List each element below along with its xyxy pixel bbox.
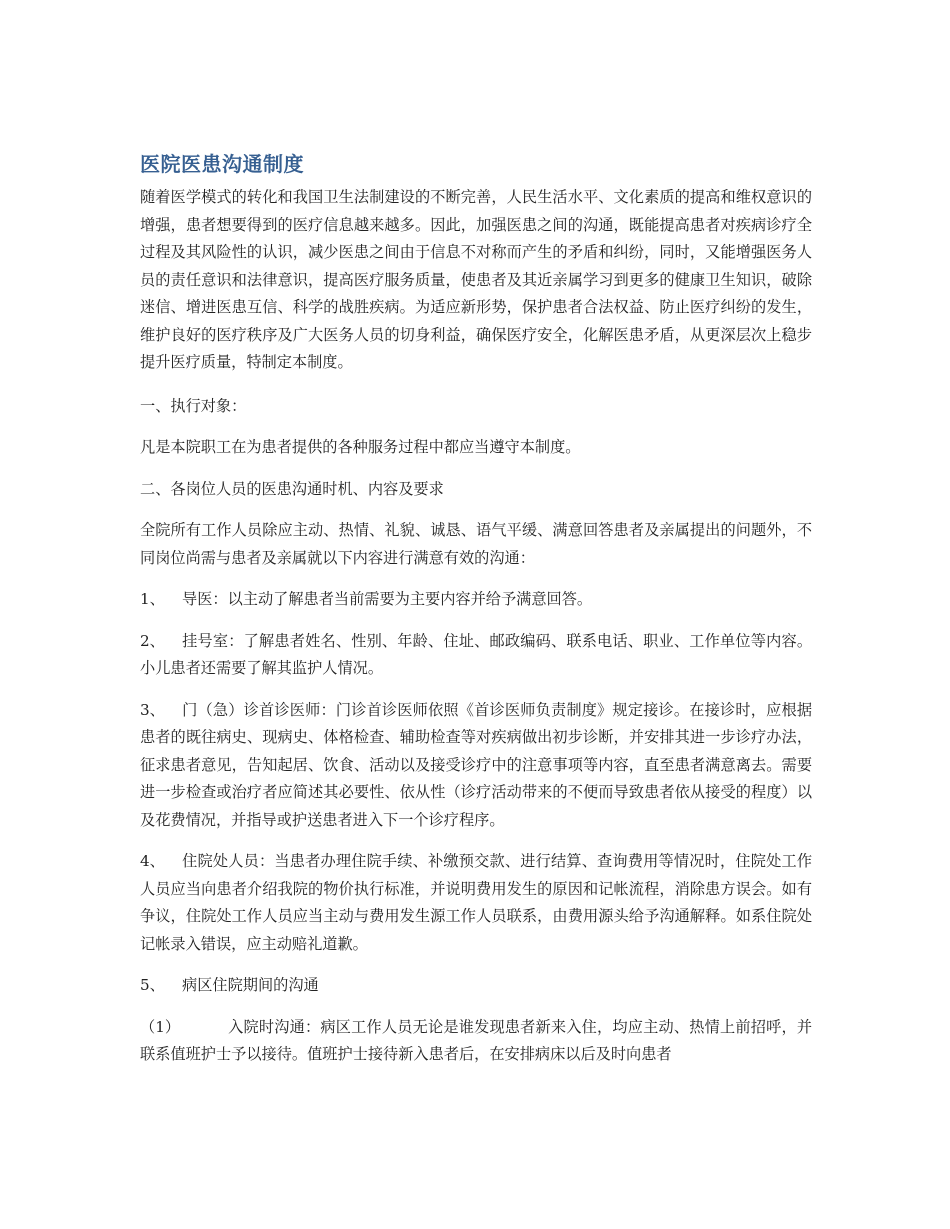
section2-text: 全院所有工作人员除应主动、热情、礼貌、诚恳、语气平缓、满意回答患者及亲属提出的问题外，不同岗位尚需与患者及亲属就以下内容进行满意有效的沟通： [140, 521, 812, 567]
list-item-number: 2、 [140, 631, 165, 650]
list-item-text: 住院处人员：当患者办理住院手续、补缴预交款、进行结算、查询费用等情况时，住院处工作人员应当向患者介绍我院的物价执行标准，并说明费用发生的原因和记帐流程，消除患方误会。如有争议，住院处工作人员应当主动与费用发生源工作人员联系，由费用源头给予沟通解释。如系住院处记帐录入错误，应主动赔礼道歉。 [140, 852, 812, 953]
sub-item-number: （1） [140, 1017, 181, 1036]
list-item-number: 1、 [140, 590, 165, 608]
section2-heading: 二、各岗位人员的医患沟通时机、内容及要求 [140, 479, 444, 498]
list-item-text: 挂号室：了解患者姓名、性别、年龄、住址、邮政编码、联系电话、职业、工作单位等内容。小儿患者还需要了解其监护人情况。 [140, 631, 812, 677]
list-item-text: 病区住院期间的沟通 [182, 976, 319, 994]
list-item-3 [140, 697, 812, 835]
list-item-4 [140, 848, 812, 958]
section1-heading: 一、执行对象： [140, 396, 247, 415]
list-item-text: 导医：以主动了解患者当前需要为主要内容并给予满意回答。 [182, 590, 593, 608]
list-item-number: 5、 [140, 976, 165, 994]
list-item-number: 3、 [140, 700, 165, 719]
sub-item-text: 入院时沟通：病区工作人员无论是谁发现患者新来入住，均应主动、热情上前招呼，并联系值班护士予以接待。值班护士接待新入患者后，在安排病床以后及时向患者 [140, 1017, 812, 1063]
document-title: 医院医患沟通制度 [140, 152, 304, 176]
list-item-text: 门（急）诊首诊医师：门诊首诊医师依照《首诊医师负责制度》规定接诊。在接诊时，应根据患者的既往病史、现病史、体格检查、辅助检查等对疾病做出初步诊断，并安排其进一步诊疗办法，征求患者意见，告知起居、饮食、活动以及接受诊疗中的注意事项等内容，直至患者满意离去。需要进一步检查或治疗者应简述其必要性、依从性（诊疗活动带来的不便而导致患者依从接受的程度）以及花费情况，并指导或护送患者进入下一个诊疗程序。 [140, 700, 812, 829]
section1-text: 凡是本院职工在为患者提供的各种服务过程中都应当遵守本制度。 [140, 438, 581, 456]
document-page [140, 150, 812, 1083]
intro-paragraph: 随着医学模式的转化和我国卫生法制建设的不断完善，人民生活水平、文化素质的提高和维权意识的增强，患者想要得到的医疗信息越来越多。因此，加强医患之间的沟通，既能提高患者对疾病诊疗全过程及其风险性的认识，减少医患之间由于信息不对称而产生的矛盾和纠纷，同时，又能增强医务人员的责任意识和法律意识，提高医疗服务质量，使患者及其近亲属学习到更多的健康卫生知识，破除迷信、增进医患互信、科学的战胜疾病。为适应新形势，保护患者合法权益、防止医疗纠纷的发生，维护良好的医疗秩序及广大医务人员的切身利益，确保医疗安全，化解医患矛盾，从更深层次上稳步提升医疗质量，特制定本制度。 [140, 188, 812, 371]
list-item-5 [140, 972, 812, 1000]
list-item-2 [140, 628, 812, 683]
sub-item-1 [140, 1014, 812, 1069]
list-item-1 [140, 586, 812, 614]
list-item-number: 4、 [140, 852, 165, 870]
